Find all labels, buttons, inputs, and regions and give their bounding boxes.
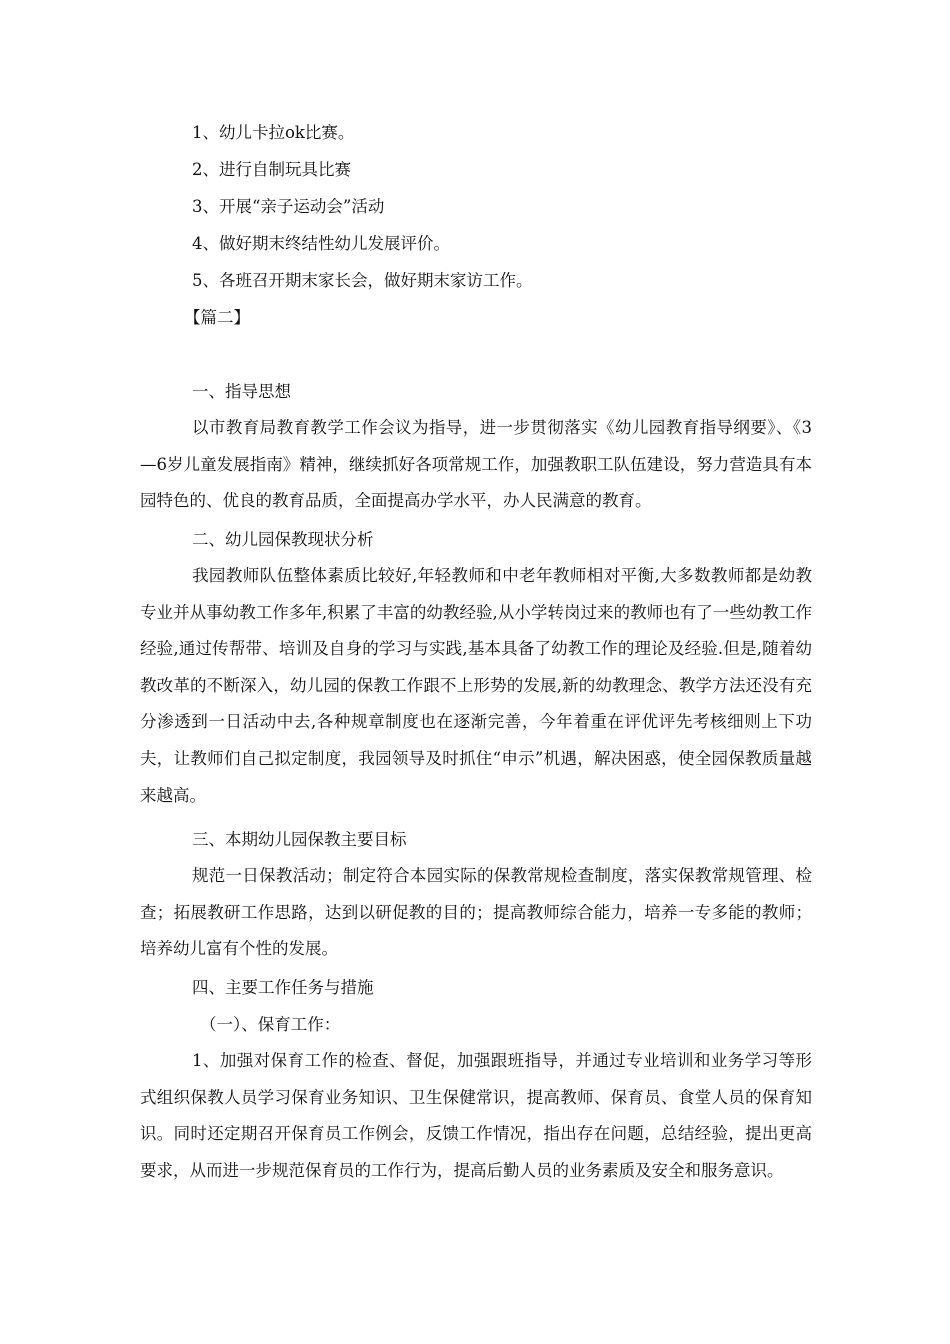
body-paragraph: 我园教师队伍整体素质比较好,年轻教师和中老年教师相对平衡,大多数教师都是幼教专业并从事幼教工作多年,积累了丰富的幼教经验,从小学转岗过来的教师也有了一些幼教工作经验,通过传帮带、培训及自身的学习与实践,基本具备了幼教工作的理论及经验.但是,随着幼教改革的不断深入，幼儿园的保教工作跟不上形势的发展,新的幼教理念、教学方法还没有充分渗透到一日活动中去,各种规章制度也在逐渐完善，今年着重在评优评先考核细则上下功夫，让教师们自己拟定制度，我园领导及时抓住“申示”机遇，解决困惑，使全园保教质量越来越高。 [140, 566, 812, 805]
section-heading: 四、主要工作任务与措施 [192, 978, 374, 997]
section-heading: 三、本期幼儿园保教主要目标 [192, 830, 407, 849]
body-paragraph: 规范一日保教活动；制定符合本园实际的保教常规检查制度，落实保教常规管理、检查；拓展教研工作思路，达到以研促教的目的；提高教师综合能力，培养一专多能的教师；培养幼儿富有个性的发展。 [140, 866, 812, 959]
list-item: 2、进行自制玩具比赛 [192, 160, 351, 179]
subsection-heading: （一）、保育工作： [200, 1015, 341, 1034]
body-paragraph: 1、加强对保育工作的检查、督促，加强跟班指导，并通过专业培训和业务学习等形式组织保教人员学习保育业务知识、卫生保健常识，提高教师、保育员、食堂人员的保育知识。同时还定期召开保育员工作例会，反馈工作情况，指出存在问题，总结经验，提出更高要求，从而进一步规范保育员的工作行为，提高后勤人员的业务素质及安全和服务意识。 [140, 1051, 812, 1180]
section-heading: 一、指导思想 [192, 382, 291, 401]
list-item: 4、做好期末终结性幼儿发展评价。 [192, 234, 450, 253]
list-item: 3、开展“亲子运动会”活动 [192, 197, 385, 216]
section-heading: 二、幼儿园保教现状分析 [192, 530, 374, 549]
section-marker: 【篇二】 [184, 308, 250, 327]
list-item: 1、幼儿卡拉ok比赛。 [192, 123, 355, 142]
body-paragraph: 以市教育局教育教学工作会议为指导，进一步贯彻落实《幼儿园教育指导纲要》、《3—6岁儿童发展指南》精神，继续抓好各项常规工作，加强教职工队伍建设，努力营造具有本园特色的、优良的教育品质，全面提高办学水平，办人民满意的教育。 [140, 418, 812, 511]
list-item: 5、各班召开期末家长会，做好期末家访工作。 [192, 271, 533, 290]
